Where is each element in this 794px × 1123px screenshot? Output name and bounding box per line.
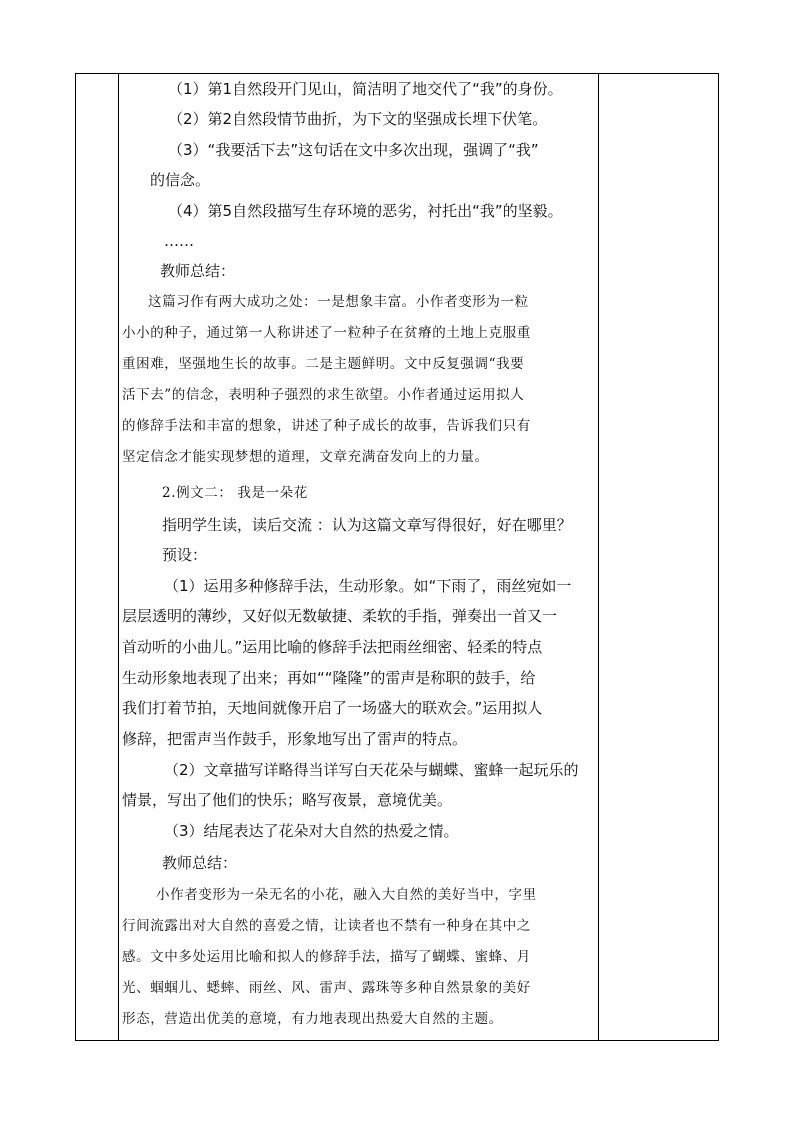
summary-1-line: 小小的种子，通过第一人称讲述了一粒种子在贫瘠的土地上克服重 [122, 325, 531, 341]
summary-2-title: 教师总结： [162, 854, 238, 872]
column-divider-right [598, 74, 599, 1040]
preset-label: 预设： [162, 546, 208, 564]
point-3: （3）结尾表达了花朵对大自然的热爱之情。 [164, 822, 459, 840]
point-1-line: （1）运用多种修辞手法，生动形象。如“下雨了，雨丝宛如一 [164, 577, 572, 595]
paragraph-3-line-2: 的信念。 [150, 171, 211, 189]
point-1-line: 生动形象地表现了出来；再如““隆隆”的雷声是称职的鼓手，给 [122, 669, 536, 687]
column-divider-left [118, 74, 119, 1040]
point-1-line: 层层透明的薄纱，又好似无数敏捷、柔软的手指，弹奏出一首又一 [122, 607, 558, 625]
summary-2-line: 光、蝈蝈儿、蟋蟀、雨丝、风、雷声、露珠等多种自然景象的美好 [122, 980, 531, 996]
reading-instruction: 指明学生读，读后交流 ：认为这篇文章写得很好，好在哪里？ [162, 516, 572, 534]
summary-1-title: 教师总结： [160, 262, 236, 280]
paragraph-3-line-1: （3）“我要活下去”这句话在文中多次出现，强调了“我” [168, 141, 539, 159]
summary-2-line: 行间流露出对大自然的喜爱之情，让读者也不禁有一种身在其中之 [122, 918, 531, 934]
point-2-line: 情景，写出了他们的快乐；略写夜景，意境优美。 [122, 791, 453, 809]
ellipsis: …… [164, 232, 194, 250]
point-2-line: （2）文章描写详略得当详写白天花朵与蝴蝶、蜜蜂一起玩乐的 [164, 761, 579, 779]
paragraph-4: （4）第5自然段描写生存环境的恶劣，衬托出“我”的坚毅。 [168, 202, 563, 220]
summary-1-line: 重困难，坚强地生长的故事。二是主题鲜明。文中反复强调“我要 [122, 356, 525, 372]
point-1-line: 首动听的小曲儿。”运用比喻的修辞手法把雨丝细密、轻柔的特点 [122, 638, 543, 656]
summary-1-line: 坚定信念才能实现梦想的道理，文章充满奋发向上的力量。 [122, 449, 489, 465]
summary-1-line: 活下去”的信念，表明种子强烈的求生欲望。小作者通过运用拟人 [122, 387, 525, 403]
paragraph-2: （2）第2自然段情节曲折，为下文的坚强成长埋下伏笔。 [168, 110, 548, 128]
summary-1-line: 这篇习作有两大成功之处：一是想象丰富。小作者变形为一粒 [148, 294, 529, 310]
summary-2-line: 小作者变形为一朵无名的小花，融入大自然的美好当中，字里 [156, 887, 537, 903]
point-1-line: 我们打着节拍，天地间就像开启了一场盛大的联欢会。”运用拟人 [122, 699, 543, 717]
summary-2-line: 感。文中多处运用比喻和拟人的修辞手法，描写了蝴蝶、蜜蜂、月 [122, 949, 531, 965]
point-1-line: 修辞，把雷声当作鼓手，形象地写出了雷声的特点。 [122, 730, 468, 748]
example-2-title: 2.例文二： 我是一朵花 [162, 485, 308, 501]
paragraph-1: （1）第1自然段开门见山，简洁明了地交代了“我”的身份。 [168, 80, 563, 98]
summary-2-line: 形态，营造出优美的意境，有力地表现出热爱大自然的主题。 [122, 1011, 503, 1027]
summary-1-line: 的修辞手法和丰富的想象，讲述了种子成长的故事，告诉我们只有 [122, 418, 531, 434]
